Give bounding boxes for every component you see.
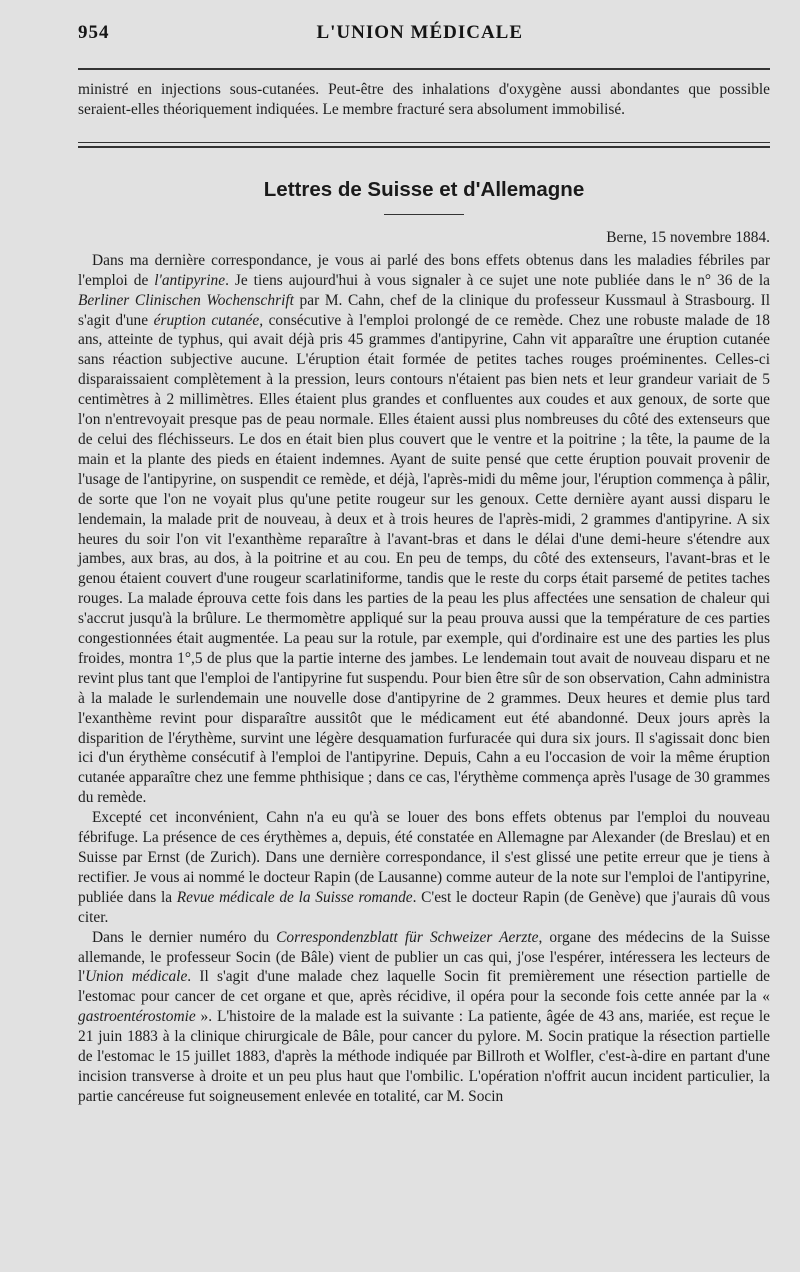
section-title: Lettres de Suisse et d'Allemagne xyxy=(263,177,585,201)
text-run: . Il s'agit d'une malade chez laquelle Socin fit premièrement une résection partielle de l'estomac pour cancer de cet organe et que, après récidive, il opéra pour la seconde fois cette année par la « xyxy=(78,968,770,1006)
page-number: 954 xyxy=(78,22,110,43)
italic-text: Revue médicale de la Suisse romande xyxy=(176,888,413,906)
article-paragraph xyxy=(78,251,770,808)
text-run: Dans ma dernière correspondance, je vous ai parlé des bons effets obtenus dans les maladies fébriles par l'emploi de xyxy=(78,251,770,289)
italic-text: Correspondenzblatt für Schweizer Aerzte xyxy=(276,928,539,946)
italic-text: Union médicale xyxy=(85,968,188,986)
italic-text: gastroentérostomie xyxy=(78,1008,196,1026)
title-underline xyxy=(384,214,464,215)
article-paragraph xyxy=(78,808,770,927)
article-paragraph xyxy=(78,928,770,1107)
text-run: Excepté cet inconvénient, Cahn n'a eu qu'à se louer des bons effets obtenus par l'emploi du nouveau fébrifuge. La présence de ces érythèmes a, depuis, été constatée en Allemagne par Alexander (de Breslau) et en Suisse par Ernst (de Zurich). Dans une dernière correspondance, il s'est glissé une petite erreur que je tiens à rectifier. Je vous ai nommé le docteur Rapin (de Lausanne) comme auteur de la note sur l'emploi de l'antipyrine, publiée dans la xyxy=(78,809,770,906)
text-run: consécutive à l'emploi prolongé de ce remède. Chez une robuste malade de 18 ans, atteinte de typhus, qui avait déjà pris 45 grammes d'antipyrine, Cahn vit apparaître une éruption cutanée sans réaction subjective aucune. L'éruption était formée de petites taches rouges proéminentes. Celles-ci disparaissaient complètement à la pression, leurs contours n'étaient pas bien nets et leur grandeur variait de 5 centimètres à 2 millimètres. Elles étaient plus grandes et confluentes aux coudes et aux genoux, de sorte que l'on n'entrevoyait presque pas de peau normale. Elles étaient aussi plus nombreuses du côté des extenseurs que de celui des fléchisseurs. Le dos en était bien plus couvert que le ventre et la poitrine ; la tête, la paume de la main et la plante des pieds en étaient indemnes. Ayant de suite pensé que cette éruption pouvait provenir de l'usage de l'antipyrine, on suspendit ce remède, et déjà, l'après-midi du même jour, l'éruption commença à pâlir, de sorte que l'on ne voyait plus qu'une petite rougeur sur les genoux. Cette dernière ayant aussi disparu le lendemain, la malade prit de nouveau, à deux et à trois heures de l'après-midi, 2 grammes d'antipyrine. A six heures du soir l'on vit l'exanthème reparaître à l'avant-bras et dans le délai d'une demi-heure s'étendre aux jambes, aux bras, au dos, à la poitrine et au cou. En peu de temps, du côté des extenseurs, l'avant-bras et le genou étaient couvert d'une rougeur scarlatiniforme, tandis que le reste du corps était parsemé de petites taches rouges. La malade éprouva cette fois dans les parties de la peau les plus affectées une sensation de chaleur qui s'accrut jusqu'à la brûlure. Le thermomètre appliqué sur la peau prouva aussi que la température de ces parties congestionnées était augmentée. La peau sur la rotule, par exemple, qui d'ordinaire est une des parties les plus froides, montra 1°,5 de plus que la partie interne des jambes. Le lendemain tout avait de nouveau disparu et ne revint plus tant que l'emploi de l'antipyrine fut suspendu. Pour bien être sûr de son observation, Cahn administra à la malade le surlendemain une nouvelle dose d'antipyrine de 2 grammes. Deux heures et demie plus tard l'exanthème revint pour disparaître aussitôt que le médicament eut été abandonné. Deux jours après la disparition de l'érythème, survint une légère desquamation furfuracée qui dura six jours. Il s'agissait donc bien ici d'un érythème consécutif à l'emploi de l'antipyrine. Depuis, Cahn a eu l'occasion de voir la même éruption cutanée apparaître chez une femme phthisique ; dans ce cas, l'érythème commença après l'usage de 30 grammes du remède. xyxy=(78,311,770,807)
italic-text: Berliner Clinischen Wochenschrift xyxy=(78,291,294,309)
italic-text: l'antipyrine xyxy=(154,271,226,289)
article-body xyxy=(78,251,770,1107)
header-rule xyxy=(78,68,770,70)
text-run: . Je tiens aujourd'hui à vous signaler à ce sujet une note publiée dans le n° 36 de la xyxy=(225,271,770,289)
divider-line-thin xyxy=(78,142,770,143)
intro-paragraph: ministré en injections sous-cutanées. Peut-être des inhalations d'oxygène aussi abondantes que possible seraient-elles théoriquement indiquées. Le membre fracturé sera absolument immobilisé. xyxy=(78,81,770,118)
journal-title: L'UNION MÉDICALE xyxy=(316,22,524,43)
text-run: ». L'histoire de la malade est la suivante : La patiente, âgée de 43 ans, mariée, est reçue le 21 juin 1883 à la clinique chirurgicale de Bâle, pour cancer du pylore. M. Socin pratique la résection partielle de l'estomac le 15 juillet 1883, d'après la méthode indiquée par Billroth et Wolfler, c'est-à-dire en partant d'une incision transverse à droite et un peu plus haut que l'ombilic. L'opération n'offrit aucun incident particulier, la partie cancéreuse fut soigneusement enlevée en totalité, car M. Socin xyxy=(78,1008,770,1105)
running-header xyxy=(78,22,770,50)
text-run: Dans le dernier numéro du xyxy=(92,928,277,946)
text-run: . C'est le docteur Rapin (de Genève) que j'aurais dû vous citer. xyxy=(78,888,770,926)
text-run: par M. Cahn, chef de la clinique du professeur Kussmaul à Strasbourg. Il s'agit d'une xyxy=(78,291,771,329)
text-run: , organe des médecins de la Suisse allemande, le professeur Socin (de Bâle) vient de publier un cas qui, j'ose l'espérer, intéressera les lecteurs de l' xyxy=(78,928,771,986)
section-divider xyxy=(78,142,770,148)
dateline: Berne, 15 novembre 1884. xyxy=(606,228,770,246)
divider-line-thick xyxy=(78,146,770,148)
italic-text: éruption cutanée, xyxy=(153,311,264,329)
